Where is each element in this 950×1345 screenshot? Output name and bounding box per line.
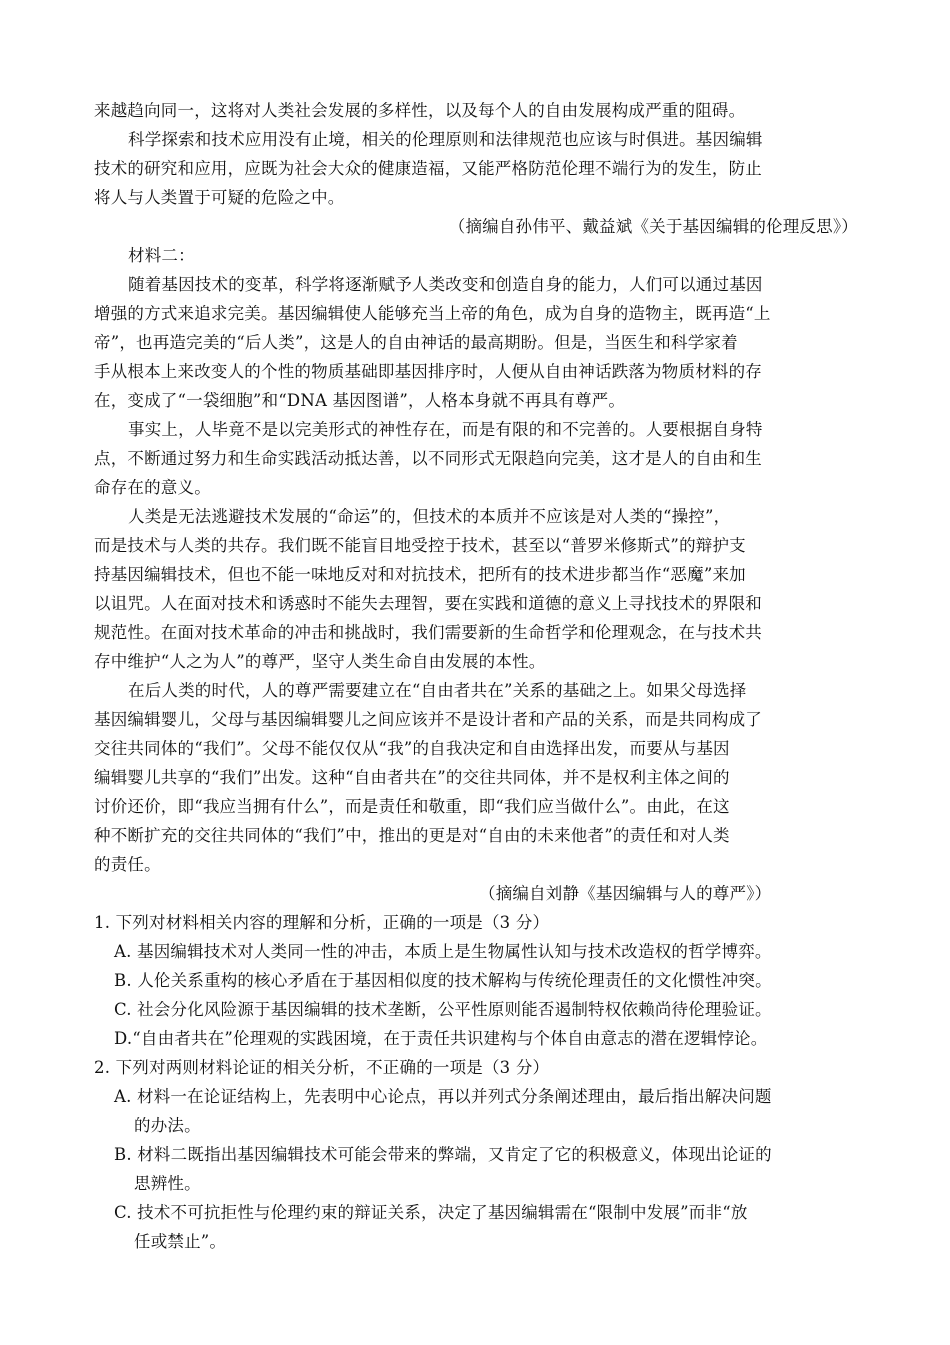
material2-p3-line: 规范性。在面对技术革命的冲击和挑战时，我们需要新的生命哲学和伦理观念，在与技术共 — [94, 623, 762, 642]
material2-p3-line: 持基因编辑技术，但也不能一味地反对和对抗技术，把所有的技术进步都当作“恶魔”来加 — [94, 565, 746, 584]
material2-p4-line: 基因编辑婴儿，父母与基因编辑婴儿之间应该并不是设计者和产品的关系，而是共同构成了 — [94, 710, 762, 729]
material2-p2-line: 事实上，人毕竟不是以完美形式的神性存在，而是有限的和不完善的。人要根据自身特 — [128, 420, 763, 439]
material2-p1-line: 增强的方式来追求完美。基因编辑使人能够充当上帝的角色，成为自身的造物主，既再造“上 — [94, 304, 771, 323]
material1-p2-line: 技术的研究和应用，应既为社会大众的健康造福，又能严格防范伦理不端行为的发生，防止 — [94, 159, 762, 178]
material2-p4-line: 在后人类的时代，人的尊严需要建立在“自由者共在”关系的基础之上。如果父母选择 — [128, 681, 747, 700]
material2-p1-line: 手从根本上来改变人的个性的物质基础即基因排序时，人便从自由神话跌落为物质材料的存 — [94, 362, 762, 381]
document-page — [94, 96, 858, 1256]
question-1-option-d: D.“自由者共在”伦理观的实践困境，在于责任共识建构与个体自由意志的潜在逻辑悖论。 — [114, 1029, 768, 1048]
material2-p1-line: 帝”，也再造完美的“后人类”，这是人的自由神话的最高期盼。但是，当医生和科学家着 — [94, 333, 738, 352]
question-2-option-c: C. 技术不可抗拒性与伦理约束的辩证关系，决定了基因编辑需在“限制中发展”而非“放 — [114, 1203, 748, 1222]
material2-p3-line: 以诅咒。人在面对技术和诱惑时不能失去理智，要在实践和道德的意义上寻找技术的界限和 — [94, 594, 762, 613]
material1-p2-line: 科学探索和技术应用没有止境，相关的伦理原则和法律规范也应该与时俱进。基因编辑 — [128, 130, 763, 149]
question-2-stem: 2. 下列对两则材料论证的相关分析，不正确的一项是（3 分） — [94, 1058, 550, 1077]
question-2-option-b: B. 材料二既指出基因编辑技术可能会带来的弊端，又肯定了它的积极意义，体现出论证的 — [114, 1145, 772, 1164]
material2-p2-line: 点，不断通过努力和生命实践活动抵达善，以不同形式无限趋向完美，这才是人的自由和生 — [94, 449, 762, 468]
material1-source: （摘编自孙伟平、戴益斌《关于基因编辑的伦理反思》） — [448, 217, 858, 236]
question-2-option-a-cont: 的办法。 — [134, 1116, 201, 1135]
material2-p4-line: 种不断扩充的交往共同体的“我们”中，推出的更是对“自由的未来他者”的责任和对人类 — [94, 826, 730, 845]
material2-p4-line: 的责任。 — [94, 855, 161, 874]
material2-p4-line: 编辑婴儿共享的“我们”出发。这种“自由者共在”的交往共同体，并不是权利主体之间的 — [94, 768, 730, 787]
question-2-option-c-cont: 任或禁止”。 — [134, 1232, 227, 1251]
material2-p3-line: 人类是无法逃避技术发展的“命运”的，但技术的本质并不应该是对人类的“操控”， — [128, 507, 731, 526]
material1-last-line: 来越趋向同一，这将对人类社会发展的多样性，以及每个人的自由发展构成严重的阻碍。 — [94, 101, 746, 120]
material1-p2-line: 将人与人类置于可疑的危险之中。 — [94, 188, 345, 207]
material2-heading: 材料二： — [128, 246, 195, 265]
question-1-option-c: C. 社会分化风险源于基因编辑的技术垄断，公平性原则能否遏制特权依赖尚待伦理验证。 — [114, 1000, 772, 1019]
material2-p2-line: 命存在的意义。 — [94, 478, 211, 497]
material2-source: （摘编自刘静《基因编辑与人的尊严》） — [479, 884, 772, 903]
question-1-option-b: B. 人伦关系重构的核心矛盾在于基因相似度的技术解构与传统伦理责任的文化惯性冲突。 — [114, 971, 772, 990]
material2-p1-line: 在，变成了“一袋细胞”和“DNA 基因图谱”，人格本身就不再具有尊严。 — [94, 391, 626, 410]
question-1-stem: 1. 下列对材料相关内容的理解和分析，正确的一项是（3 分） — [94, 913, 550, 932]
material2-p4-line: 讨价还价，即“我应当拥有什么”，而是责任和敬重，即“我们应当做什么”。由此，在这 — [94, 797, 730, 816]
material2-p4-line: 交往共同体的“我们”。父母不能仅仅从“我”的自我决定和自由选择出发，而要从与基因 — [94, 739, 730, 758]
question-2-option-a: A. 材料一在论证结构上，先表明中心论点，再以并列式分条阐述理由，最后指出解决问题 — [114, 1087, 772, 1106]
material2-p3-line: 存中维护“人之为人”的尊严，坚守人类生命自由发展的本性。 — [94, 652, 546, 671]
material2-p1-line: 随着基因技术的变革，科学将逐渐赋予人类改变和创造自身的能力，人们可以通过基因 — [128, 275, 763, 294]
question-2-option-b-cont: 思辨性。 — [134, 1174, 201, 1193]
material2-p3-line: 而是技术与人类的共存。我们既不能盲目地受控于技术，甚至以“普罗米修斯式”的辩护支 — [94, 536, 746, 555]
question-1-option-a: A. 基因编辑技术对人类同一性的冲击，本质上是生物属性认知与技术改造权的哲学博弈。 — [114, 942, 772, 961]
